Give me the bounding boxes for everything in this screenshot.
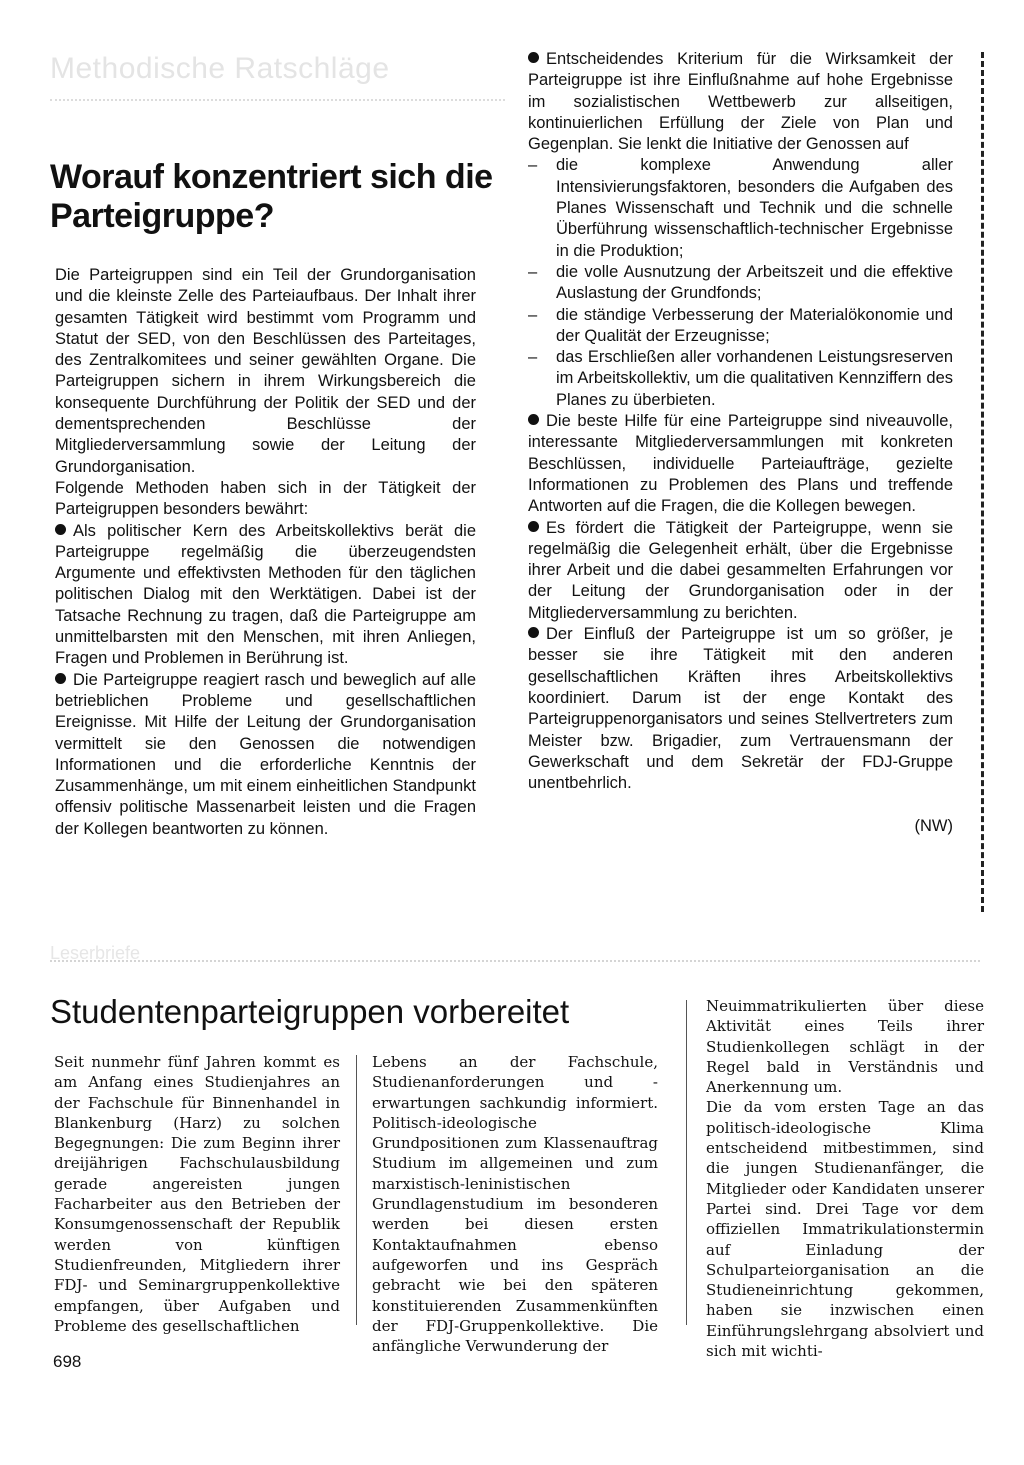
dash-text: das Erschließen aller vorhandenen Leistungsreserven im Arbeitskollektiv, um die qualitativen Kennziffern des Planes zu überbieten. xyxy=(556,348,953,409)
section-kicker-letters: Leserbriefe xyxy=(50,943,141,963)
section-kicker: Methodische Ratschläge xyxy=(50,52,390,85)
article-left-column xyxy=(55,265,476,840)
body-paragraph: Die da vom ersten Tage an das politisch-ideologische Klima entscheidend mitbestimmen, sind die jungen Studienanfänger, die Mitglieder oder Kandidaten unserer Partei sind. Drei Tage vor dem offiziellen Immatrikulationstermin auf Einladung der Schulparteiorganisation an die Studieneinrichtung gekommen, haben sie inzwischen einen Einführungslehrgang absolviert und sich mit wichti- xyxy=(706,1098,984,1361)
bullet-text: Als politischer Kern des Arbeitskollektivs berät die Parteigruppe regelmäßig die überzeugendsten Argumente und effektivsten Methoden für den täglichen politischen Dialog mit den Werktätigen. Dabei ist der Tatsache Rechnung zu tragen, daß die Parteigruppe am unmittelbarsten mit den Menschen, mit ihren Anliegen, Fragen und Problemen in Berührung ist. xyxy=(55,521,476,668)
dash-icon: – xyxy=(528,262,538,281)
article2-column-3 xyxy=(706,996,984,1361)
bullet-icon xyxy=(55,673,66,684)
dash-list-item xyxy=(528,305,953,348)
bullet-paragraph xyxy=(55,670,476,840)
dash-list-item xyxy=(528,262,953,305)
dash-text: die volle Ausnutzung der Arbeitszeit und die effektive Auslastung der Grundfonds; xyxy=(556,262,953,303)
bullet-icon xyxy=(528,414,539,425)
margin-dashed-rule xyxy=(981,52,984,912)
bullet-text: Entscheidendes Kriterium für die Wirksamkeit der Parteigruppe ist ihre Einflußnahme auf hohe Ergebnisse im sozialistischen Wettbewerb zur allseitigen, kontinuierlichen Erfüllung der Ziele von Plan und Gegenplan. Sie lenkt die Initiative der Genossen auf xyxy=(528,50,953,154)
body-paragraph: Lebens an der Fachschule, Studienanforderungen und -erwartungen sachkundig informiert. Politisch-ideologische Grundpositionen zum Klassenauftrag Studium im allgemeinen und zum marxistisch-leninistischen Grundlagenstudium im besonderen werden bei diesen ersten Kontaktaufnahmen ebenso aufgeworfen und ins Gespräch gebracht wie bei den späteren konstituierenden Zusammenkünften der FDJ-Gruppenkollektive. Die anfängliche Verwunderung der xyxy=(372,1053,658,1356)
column-separator xyxy=(356,1055,357,1325)
kicker-divider xyxy=(50,99,505,101)
body-paragraph: Die Parteigruppen sind ein Teil der Grundorganisation und die kleinste Zelle des Parteiaufbaus. Der Inhalt ihrer gesamten Tätigkeit wird bestimmt vom Programm und Statut der SED, von den Beschlüssen des Parteitages, des Zentralkomitees und seiner gewählten Organe. Die Parteigruppen sichern in ihrem Wirkungsbereich die konsequente Durchführung der Politik der SED und der dementsprechenden Beschlüsse der Mitgliederversammlung sowie der Leitung der Grundorganisation. xyxy=(55,266,476,476)
dash-icon: – xyxy=(528,305,538,324)
article2-column-2 xyxy=(372,1052,658,1356)
dash-icon: – xyxy=(528,156,538,175)
dash-text: die ständige Verbesserung der Materialökonomie und der Qualität der Erzeugnisse; xyxy=(556,305,953,345)
bullet-paragraph xyxy=(55,521,476,670)
article2-column-1 xyxy=(54,1052,340,1336)
bullet-icon xyxy=(528,521,539,532)
bullet-paragraph xyxy=(528,411,953,517)
bullet-text: Der Einfluß der Parteigruppe ist um so größer, je besser sie ihre Tätigkeit mit den anderen gesellschaftlichen Kräften ihres Arbeitskollektivs koordiniert. Darum ist der enge Kontakt des Parteigruppenorganisators und seines Stellvertreters zum Meister bzw. Brigadier, zum Vertrauensmann der Gewerkschaft und dem Sekretär der FDJ-Gruppe unentbehrlich. xyxy=(528,625,953,793)
column-separator xyxy=(686,1000,687,1325)
dash-list-item xyxy=(528,155,953,261)
body-paragraph: Neuimmatrikulierten über diese Aktivität eines Teils ihrer Studienkollegen schlägt in der Regel bald in Verständnis und Anerkennung um. xyxy=(706,997,984,1097)
bullet-icon xyxy=(55,524,66,535)
bullet-paragraph xyxy=(528,49,953,155)
body-paragraph: Folgende Methoden haben sich in der Tätigkeit der Parteigruppen besonders bewährt: xyxy=(55,478,476,519)
bullet-paragraph xyxy=(528,518,953,624)
dash-icon: – xyxy=(528,348,538,367)
article-headline: Worauf konzentriert sich die Parteigruppe? xyxy=(50,158,493,235)
page-number: 698 xyxy=(53,1352,82,1371)
article2-headline: Studentenparteigruppen vorbereitet xyxy=(50,993,570,1030)
dash-text: die komplexe Anwendung aller Intensivierungsfaktoren, besonders die Aufgaben des Planes Wissenschaft und Technik und die schnelle Überführung wissenschaftlich-technischer Ergebnisse in die Produktion; xyxy=(556,156,953,260)
bullet-text: Die Parteigruppe reagiert rasch und beweglich auf alle betrieblichen Probleme und gesellschaftlichen Ereignisse. Mit Hilfe der Leitung der Grundorganisation vermittelt sie den Genossen die notwendigen Informationen und die erforderliche Kenntnis der Zusammenhänge, um mit einem einheitlichen Standpunkt offensiv politische Massenarbeit leisten und die Fragen der Kollegen beantworten zu können. xyxy=(55,670,476,838)
bullet-icon xyxy=(528,52,539,63)
article-right-column xyxy=(528,49,953,838)
dash-list-item xyxy=(528,347,953,411)
bullet-text: Die beste Hilfe für eine Parteigruppe sind niveauvolle, interessante Mitgliederversammlungen mit konkreten Beschlüssen, individuelle Parteiaufträge, gezielte Informationen zu Problemen des Plans und treffende Antworten auf die Fragen, die die Kollegen bewegen. xyxy=(528,412,953,516)
author-signature: (NW) xyxy=(914,817,953,836)
bullet-text: Es fördert die Tätigkeit der Parteigruppe, wenn sie regelmäßig die Gelegenheit erhält, über die Ergebnisse ihrer Arbeit und die dabei gesammelten Erfahrungen vor der Leitung der Grundorganisation oder in der Mitgliederversammlung zu berichten. xyxy=(528,518,953,622)
body-paragraph: Seit nunmehr fünf Jahren kommt es am Anfang eines Studienjahres an der Fachschule für Binnenhandel in Blankenburg (Harz) zu solchen Begegnungen: Die zum Beginn ihrer dreijährigen Fachschulausbildung gerade angereisten jungen Facharbeiter aus den Betrieben der Konsumgenossenschaft der Republik werden von künftigen Studienfreunden, Mitgliedern ihrer FDJ- und Seminargruppenkollektive empfangen, über Aufgaben und Probleme des gesellschaftlichen xyxy=(54,1053,340,1335)
bullet-paragraph xyxy=(528,624,953,794)
section-divider xyxy=(50,960,980,962)
bullet-icon xyxy=(528,627,539,638)
